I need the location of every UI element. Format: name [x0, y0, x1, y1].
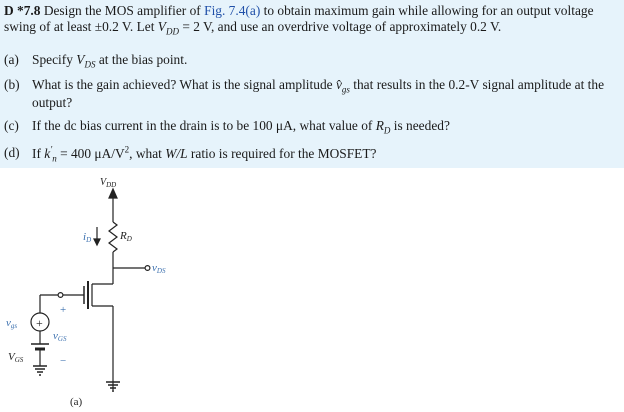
- part-c-text: If the dc bias current in the drain is to be 100 μA, what value of $R_D$ is needed?: [32, 118, 450, 136]
- vdd-label: $V_{DD}$: [100, 177, 117, 189]
- problem-line-2: [4, 19, 501, 35]
- drain-resistor: [109, 222, 117, 252]
- figure-caption: (a): [70, 396, 83, 408]
- part-label: (d): [4, 145, 20, 160]
- part-b-text-2: output?: [32, 95, 73, 110]
- part-label: (a): [4, 52, 19, 67]
- amplifier-circuit-diagram: [0, 168, 624, 412]
- intro-text-2b: = 2 V, and use an overdrive voltage of approximately 0.2 V.: [182, 19, 502, 34]
- intro-text-1b: to obtain maximum gain while allowing for an output voltage: [263, 3, 594, 18]
- vdd-arrow-icon: [109, 189, 117, 198]
- part-d-text: If $k'_n = 400$ $\mu A/V^2$, what W/L ratio is required for the MOSFET?: [32, 144, 377, 164]
- problem-line-1: [4, 3, 594, 19]
- vgs-plus-sign: +: [60, 304, 67, 316]
- part-label: (b): [4, 77, 20, 92]
- part-a: [4, 52, 19, 68]
- problem-marker: D *7.8: [4, 3, 41, 18]
- problem-statement: [0, 0, 624, 168]
- part-d: [4, 145, 20, 161]
- output-terminal: [145, 266, 150, 271]
- id-label: iD: [83, 231, 92, 244]
- gate-terminal: [58, 293, 63, 298]
- part-b-text: What is the gain achieved? What is the signal amplitude $v̂_{gs}$ that results in the 0.2-V signal amplitude at the: [32, 77, 605, 95]
- part-a-text: Specify $V_{DS}$ at the bias point.: [32, 52, 188, 70]
- part-b: [4, 77, 20, 93]
- part-label: (c): [4, 118, 19, 133]
- part-c: [4, 118, 19, 134]
- vgs-dc-label: VGS: [8, 351, 24, 364]
- rd-label: RD: [120, 230, 132, 243]
- vgs-total-label: vGS: [53, 330, 67, 343]
- figure-reference-link[interactable]: Fig. 7.4(a): [204, 3, 261, 18]
- vdd-symbol: $V_{DD}$: [157, 19, 179, 37]
- source-plus-sign: +: [36, 316, 43, 330]
- vgs-minus-sign: −: [60, 355, 67, 367]
- intro-text-2a: swing of at least ±0.2 V. Let: [4, 19, 155, 34]
- vgs-signal-label: vgs: [6, 317, 18, 330]
- intro-text-1a: Design the MOS amplifier of: [43, 3, 201, 18]
- vds-label: vDS: [152, 262, 166, 275]
